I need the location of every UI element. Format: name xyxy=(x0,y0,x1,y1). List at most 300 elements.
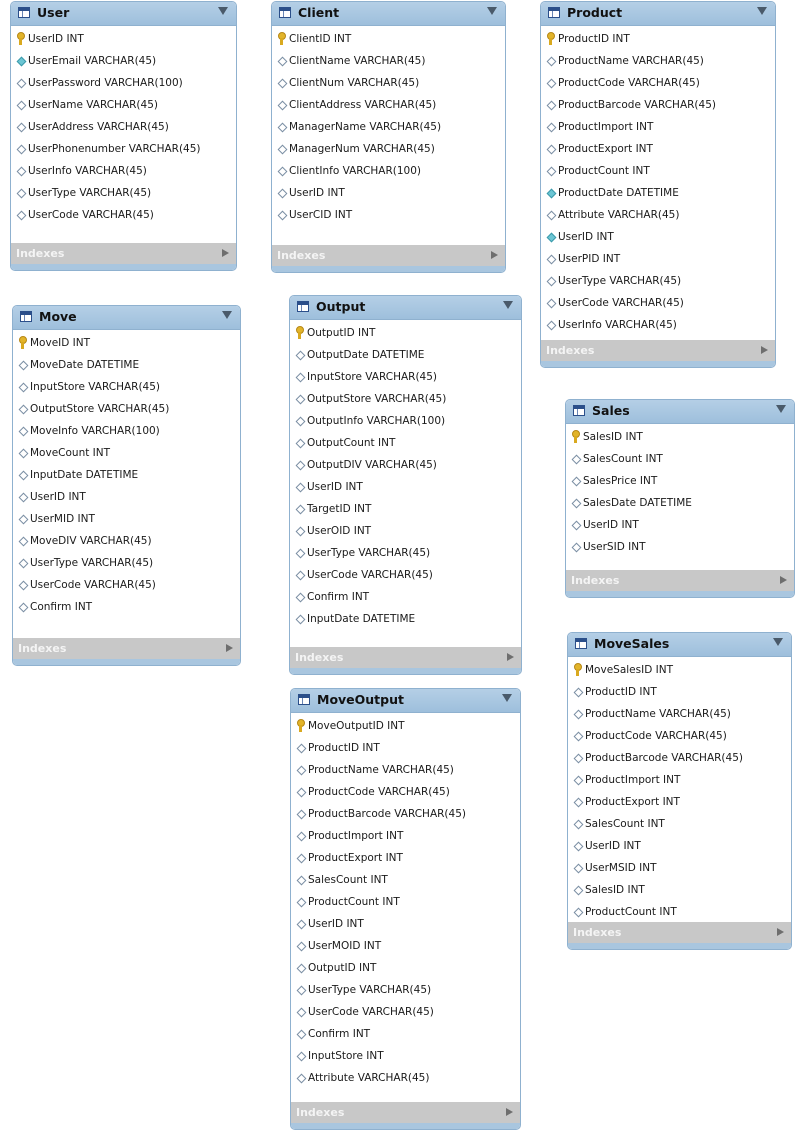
column-label: MoveOutputID INT xyxy=(308,720,405,732)
column-icon xyxy=(296,1067,306,1089)
column-list xyxy=(568,657,791,923)
column-icon xyxy=(571,470,581,492)
indexed-column-icon xyxy=(546,226,556,248)
expand-arrow-icon[interactable] xyxy=(222,249,229,257)
column-label: ClientNum VARCHAR(45) xyxy=(289,77,420,89)
column-icon xyxy=(18,486,28,508)
column-label: ProductDate DATETIME xyxy=(558,187,679,199)
column-icon xyxy=(571,514,581,536)
indexes-section[interactable] xyxy=(566,570,794,591)
column-row[interactable] xyxy=(566,448,794,470)
expand-arrow-icon[interactable] xyxy=(507,653,514,661)
column-icon xyxy=(296,825,306,847)
column-row[interactable] xyxy=(541,270,775,292)
column-row[interactable] xyxy=(290,476,521,498)
column-label: ProductCode VARCHAR(45) xyxy=(585,730,727,742)
collapse-toggle-icon[interactable] xyxy=(222,311,232,319)
column-label: TargetID INT xyxy=(307,503,372,515)
column-row[interactable] xyxy=(541,72,775,94)
table-movesales[interactable] xyxy=(567,632,792,950)
column-icon xyxy=(296,847,306,869)
column-icon xyxy=(546,116,556,138)
column-label: Attribute VARCHAR(45) xyxy=(308,1072,430,1084)
column-icon xyxy=(573,901,583,923)
column-icon xyxy=(546,248,556,270)
column-row[interactable] xyxy=(568,857,791,879)
column-row[interactable] xyxy=(272,138,505,160)
column-label: InputDate DATETIME xyxy=(30,469,139,481)
column-row[interactable] xyxy=(566,536,794,558)
indexes-label: Indexes xyxy=(546,344,595,357)
column-label: UserCID INT xyxy=(289,209,353,221)
indexes-section[interactable] xyxy=(291,1102,520,1123)
indexes-section[interactable] xyxy=(272,245,505,266)
column-row[interactable] xyxy=(290,322,521,344)
column-label: Confirm INT xyxy=(307,591,370,603)
column-label: ProductID INT xyxy=(585,686,657,698)
column-label: ProductBarcode VARCHAR(45) xyxy=(558,99,716,111)
column-label: UserCode VARCHAR(45) xyxy=(308,1006,434,1018)
column-label: ProductExport INT xyxy=(558,143,653,155)
indexes-section[interactable] xyxy=(541,340,775,361)
column-icon xyxy=(18,574,28,596)
column-icon xyxy=(277,94,287,116)
column-label: ProductCode VARCHAR(45) xyxy=(558,77,700,89)
column-row[interactable] xyxy=(290,410,521,432)
column-label: ProductImport INT xyxy=(585,774,681,786)
column-icon xyxy=(16,204,26,226)
expand-arrow-icon[interactable] xyxy=(780,576,787,584)
column-icon xyxy=(571,448,581,470)
column-row[interactable] xyxy=(290,432,521,454)
column-icon xyxy=(296,913,306,935)
column-label: UserType VARCHAR(45) xyxy=(558,275,682,287)
table-bottom-bar xyxy=(566,591,794,597)
column-row[interactable] xyxy=(541,248,775,270)
expand-arrow-icon[interactable] xyxy=(226,644,233,652)
column-label: SalesCount INT xyxy=(585,818,665,830)
table-icon xyxy=(20,311,32,322)
column-row[interactable] xyxy=(566,470,794,492)
table-title: MoveOutput xyxy=(317,692,404,707)
column-row[interactable] xyxy=(290,586,521,608)
column-icon xyxy=(18,464,28,486)
column-label: OutputInfo VARCHAR(100) xyxy=(307,415,446,427)
column-icon xyxy=(546,292,556,314)
column-icon xyxy=(277,50,287,72)
column-icon xyxy=(18,552,28,574)
collapse-toggle-icon[interactable] xyxy=(502,694,512,702)
indexes-section[interactable] xyxy=(11,243,236,264)
column-icon xyxy=(16,94,26,116)
column-row[interactable] xyxy=(291,979,520,1001)
column-label: UserID INT xyxy=(30,491,86,503)
table-icon xyxy=(298,694,310,705)
column-row[interactable] xyxy=(13,376,240,398)
column-list xyxy=(541,26,775,336)
column-label: ManagerName VARCHAR(45) xyxy=(289,121,442,133)
column-icon xyxy=(18,508,28,530)
column-row[interactable] xyxy=(291,957,520,979)
column-label: UserID INT xyxy=(289,187,345,199)
column-row[interactable] xyxy=(291,869,520,891)
column-label: UserType VARCHAR(45) xyxy=(28,187,152,199)
column-row[interactable] xyxy=(291,847,520,869)
primary-key-icon xyxy=(296,715,306,737)
table-bottom-bar xyxy=(541,361,775,367)
table-title: MoveSales xyxy=(594,636,670,651)
column-row[interactable] xyxy=(11,72,236,94)
column-row[interactable] xyxy=(568,659,791,681)
column-label: UserType VARCHAR(45) xyxy=(30,557,154,569)
column-row[interactable] xyxy=(568,681,791,703)
column-row[interactable] xyxy=(13,574,240,596)
column-icon xyxy=(277,204,287,226)
column-row[interactable] xyxy=(291,935,520,957)
collapse-toggle-icon[interactable] xyxy=(218,7,228,15)
column-label: UserID INT xyxy=(585,840,641,852)
column-icon xyxy=(573,747,583,769)
expand-arrow-icon[interactable] xyxy=(506,1108,513,1116)
indexes-label: Indexes xyxy=(295,651,344,664)
column-list xyxy=(290,320,521,630)
column-row[interactable] xyxy=(13,596,240,618)
column-row[interactable] xyxy=(11,28,236,50)
table-icon xyxy=(18,7,30,18)
column-label: OutputID INT xyxy=(308,962,377,974)
column-label: ProductCount INT xyxy=(585,906,677,918)
column-row[interactable] xyxy=(541,138,775,160)
column-row[interactable] xyxy=(568,747,791,769)
column-label: MoveInfo VARCHAR(100) xyxy=(30,425,160,437)
column-label: ProductID INT xyxy=(558,33,630,45)
column-icon xyxy=(573,813,583,835)
column-label: InputDate DATETIME xyxy=(307,613,416,625)
column-label: UserID INT xyxy=(583,519,639,531)
primary-key-icon xyxy=(18,332,28,354)
indexes-label: Indexes xyxy=(573,926,622,939)
expand-arrow-icon[interactable] xyxy=(777,928,784,936)
column-row[interactable] xyxy=(566,492,794,514)
table-header[interactable] xyxy=(291,689,520,713)
column-row[interactable] xyxy=(272,160,505,182)
collapse-toggle-icon[interactable] xyxy=(487,7,497,15)
column-row[interactable] xyxy=(291,1001,520,1023)
column-icon xyxy=(18,398,28,420)
column-row[interactable] xyxy=(541,160,775,182)
table-header[interactable] xyxy=(566,400,794,424)
expand-arrow-icon[interactable] xyxy=(491,251,498,259)
column-row[interactable] xyxy=(566,514,794,536)
column-icon xyxy=(296,737,306,759)
column-icon xyxy=(296,869,306,891)
column-row[interactable] xyxy=(13,508,240,530)
column-icon xyxy=(18,354,28,376)
column-row[interactable] xyxy=(568,791,791,813)
table-move[interactable] xyxy=(12,305,241,666)
column-icon xyxy=(16,72,26,94)
column-row[interactable] xyxy=(290,388,521,410)
column-label: SalesDate DATETIME xyxy=(583,497,692,509)
column-icon xyxy=(18,420,28,442)
indexes-label: Indexes xyxy=(18,642,67,655)
collapse-toggle-icon[interactable] xyxy=(773,638,783,646)
column-label: UserEmail VARCHAR(45) xyxy=(28,55,157,67)
collapse-toggle-icon[interactable] xyxy=(776,405,786,413)
table-header[interactable] xyxy=(568,633,791,657)
table-bottom-bar xyxy=(290,668,521,674)
column-row[interactable] xyxy=(13,486,240,508)
table-user[interactable] xyxy=(10,1,237,271)
column-row[interactable] xyxy=(291,913,520,935)
column-row[interactable] xyxy=(291,803,520,825)
column-label: ProductID INT xyxy=(308,742,380,754)
indexed-column-icon xyxy=(546,182,556,204)
column-row[interactable] xyxy=(13,398,240,420)
table-bottom-bar xyxy=(291,1123,520,1129)
column-icon xyxy=(295,608,305,630)
column-row[interactable] xyxy=(291,825,520,847)
column-label: OutputDate DATETIME xyxy=(307,349,425,361)
column-label: Confirm INT xyxy=(30,601,93,613)
table-icon xyxy=(279,7,291,18)
column-icon xyxy=(546,270,556,292)
column-label: MoveSalesID INT xyxy=(585,664,673,676)
table-output[interactable] xyxy=(289,295,522,675)
column-label: SalesPrice INT xyxy=(583,475,658,487)
column-icon xyxy=(573,879,583,901)
column-icon xyxy=(295,454,305,476)
column-row[interactable] xyxy=(11,50,236,72)
column-row[interactable] xyxy=(291,1045,520,1067)
primary-key-icon xyxy=(546,28,556,50)
column-icon xyxy=(18,376,28,398)
column-row[interactable] xyxy=(541,50,775,72)
column-row[interactable] xyxy=(541,314,775,336)
column-label: SalesCount INT xyxy=(308,874,388,886)
column-label: ProductCount INT xyxy=(558,165,650,177)
column-label: ProductName VARCHAR(45) xyxy=(585,708,731,720)
column-label: UserType VARCHAR(45) xyxy=(308,984,432,996)
column-icon xyxy=(296,891,306,913)
column-icon xyxy=(546,72,556,94)
column-label: ProductCode VARCHAR(45) xyxy=(308,786,450,798)
column-icon xyxy=(546,314,556,336)
table-client[interactable] xyxy=(271,1,506,273)
column-icon xyxy=(16,138,26,160)
column-icon xyxy=(546,204,556,226)
column-label: UserInfo VARCHAR(45) xyxy=(28,165,147,177)
column-label: ClientAddress VARCHAR(45) xyxy=(289,99,437,111)
column-row[interactable] xyxy=(541,28,775,50)
column-row[interactable] xyxy=(290,520,521,542)
table-header[interactable] xyxy=(13,306,240,330)
column-label: UserSID INT xyxy=(583,541,646,553)
column-label: MoveCount INT xyxy=(30,447,111,459)
column-icon xyxy=(573,725,583,747)
column-row[interactable] xyxy=(291,715,520,737)
column-row[interactable] xyxy=(11,204,236,226)
table-moveoutput[interactable] xyxy=(290,688,521,1130)
column-icon xyxy=(296,1001,306,1023)
column-icon xyxy=(296,1023,306,1045)
column-icon xyxy=(573,791,583,813)
column-row[interactable] xyxy=(290,564,521,586)
column-label: UserType VARCHAR(45) xyxy=(307,547,431,559)
column-label: UserCode VARCHAR(45) xyxy=(30,579,156,591)
column-label: ProductExport INT xyxy=(308,852,403,864)
column-icon xyxy=(296,935,306,957)
column-row[interactable] xyxy=(541,204,775,226)
column-row[interactable] xyxy=(566,426,794,448)
column-label: UserInfo VARCHAR(45) xyxy=(558,319,677,331)
column-label: ClientInfo VARCHAR(100) xyxy=(289,165,422,177)
collapse-toggle-icon[interactable] xyxy=(757,7,767,15)
column-row[interactable] xyxy=(291,781,520,803)
indexes-section[interactable] xyxy=(290,647,521,668)
column-label: UserPassword VARCHAR(100) xyxy=(28,77,183,89)
column-icon xyxy=(295,520,305,542)
table-sales[interactable] xyxy=(565,399,795,598)
column-row[interactable] xyxy=(290,498,521,520)
column-label: UserID INT xyxy=(558,231,614,243)
indexes-label: Indexes xyxy=(296,1106,345,1119)
column-row[interactable] xyxy=(272,204,505,226)
table-bottom-bar xyxy=(11,264,236,270)
column-row[interactable] xyxy=(272,94,505,116)
primary-key-icon xyxy=(16,28,26,50)
column-icon xyxy=(546,50,556,72)
column-row[interactable] xyxy=(13,332,240,354)
column-icon xyxy=(16,160,26,182)
column-row[interactable] xyxy=(291,1023,520,1045)
column-label: UserMID INT xyxy=(30,513,95,525)
column-row[interactable] xyxy=(13,552,240,574)
column-icon xyxy=(296,781,306,803)
column-icon xyxy=(295,564,305,586)
column-label: ProductBarcode VARCHAR(45) xyxy=(308,808,466,820)
column-row[interactable] xyxy=(11,116,236,138)
primary-key-icon xyxy=(571,426,581,448)
column-row[interactable] xyxy=(290,454,521,476)
column-label: OutputStore VARCHAR(45) xyxy=(307,393,447,405)
column-row[interactable] xyxy=(568,703,791,725)
collapse-toggle-icon[interactable] xyxy=(503,301,513,309)
column-label: ManagerNum VARCHAR(45) xyxy=(289,143,435,155)
column-icon xyxy=(296,803,306,825)
column-icon xyxy=(573,835,583,857)
table-header[interactable] xyxy=(272,2,505,26)
column-label: InputStore VARCHAR(45) xyxy=(30,381,161,393)
column-row[interactable] xyxy=(13,442,240,464)
column-icon xyxy=(571,536,581,558)
expand-arrow-icon[interactable] xyxy=(761,346,768,354)
column-row[interactable] xyxy=(272,72,505,94)
column-row[interactable] xyxy=(568,879,791,901)
column-row[interactable] xyxy=(272,182,505,204)
column-row[interactable] xyxy=(541,292,775,314)
column-label: OutputID INT xyxy=(307,327,376,339)
column-row[interactable] xyxy=(291,759,520,781)
column-icon xyxy=(296,979,306,1001)
column-icon xyxy=(296,759,306,781)
column-label: UserMSID INT xyxy=(585,862,657,874)
column-row[interactable] xyxy=(290,542,521,564)
column-row[interactable] xyxy=(568,835,791,857)
column-row[interactable] xyxy=(11,160,236,182)
column-row[interactable] xyxy=(11,138,236,160)
column-row[interactable] xyxy=(13,464,240,486)
column-row[interactable] xyxy=(541,182,775,204)
indexes-section[interactable] xyxy=(13,638,240,659)
column-list xyxy=(291,713,520,1089)
column-row[interactable] xyxy=(11,94,236,116)
column-row[interactable] xyxy=(272,50,505,72)
column-list xyxy=(272,26,505,226)
column-row[interactable] xyxy=(291,891,520,913)
primary-key-icon xyxy=(295,322,305,344)
table-icon xyxy=(297,301,309,312)
column-label: Attribute VARCHAR(45) xyxy=(558,209,680,221)
column-label: UserCode VARCHAR(45) xyxy=(28,209,154,221)
table-header[interactable] xyxy=(541,2,775,26)
column-label: ProductBarcode VARCHAR(45) xyxy=(585,752,743,764)
column-row[interactable] xyxy=(13,420,240,442)
column-row[interactable] xyxy=(272,116,505,138)
column-icon xyxy=(296,1045,306,1067)
column-icon xyxy=(573,857,583,879)
table-header[interactable] xyxy=(290,296,521,320)
table-header[interactable] xyxy=(11,2,236,26)
table-title: Client xyxy=(298,5,340,20)
column-row[interactable] xyxy=(568,769,791,791)
column-label: ProductName VARCHAR(45) xyxy=(558,55,704,67)
column-row[interactable] xyxy=(290,366,521,388)
column-icon xyxy=(277,116,287,138)
column-row[interactable] xyxy=(272,28,505,50)
column-icon xyxy=(16,116,26,138)
table-icon xyxy=(573,405,585,416)
column-row[interactable] xyxy=(541,116,775,138)
column-label: UserName VARCHAR(45) xyxy=(28,99,158,111)
column-icon xyxy=(18,530,28,552)
column-row[interactable] xyxy=(568,901,791,923)
column-icon xyxy=(571,492,581,514)
column-row[interactable] xyxy=(568,813,791,835)
column-row[interactable] xyxy=(541,226,775,248)
column-label: MoveDate DATETIME xyxy=(30,359,140,371)
column-icon xyxy=(296,957,306,979)
column-row[interactable] xyxy=(541,94,775,116)
column-label: OutputDIV VARCHAR(45) xyxy=(307,459,437,471)
table-title: Move xyxy=(39,309,77,324)
table-title: Product xyxy=(567,5,623,20)
column-row[interactable] xyxy=(568,725,791,747)
column-row[interactable] xyxy=(291,737,520,759)
column-icon xyxy=(546,160,556,182)
column-row[interactable] xyxy=(290,608,521,630)
column-label: ProductImport INT xyxy=(308,830,404,842)
column-row[interactable] xyxy=(13,530,240,552)
table-icon xyxy=(548,7,560,18)
column-row[interactable] xyxy=(290,344,521,366)
column-row[interactable] xyxy=(11,182,236,204)
table-product[interactable] xyxy=(540,1,776,368)
indexes-section[interactable] xyxy=(568,922,791,943)
column-icon xyxy=(277,138,287,160)
column-row[interactable] xyxy=(13,354,240,376)
column-row[interactable] xyxy=(291,1067,520,1089)
